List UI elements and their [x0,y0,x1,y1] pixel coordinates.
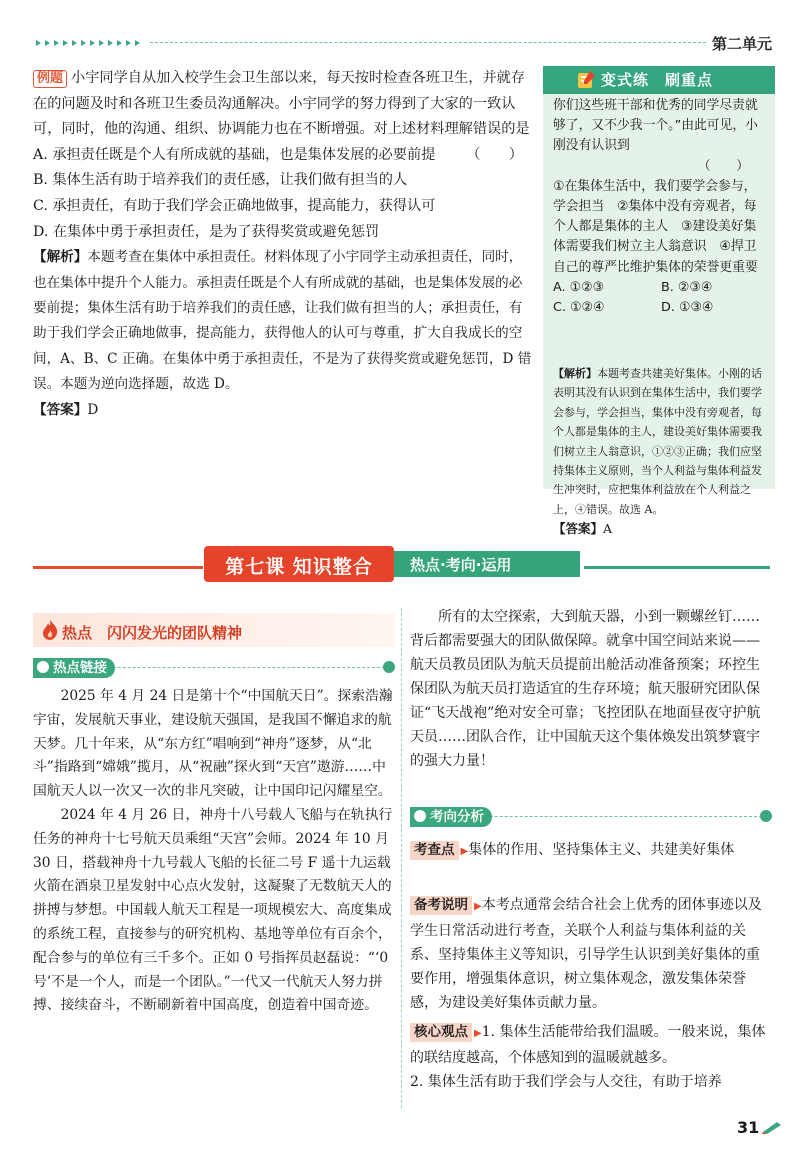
unit-title: 第二单元 [712,35,773,53]
hotspot-paragraph-1: 2025 年 4 月 24 日是第十个“中国航天日”。探索浩瀚宇宙，发展航天事业，建设航天强国，是我国不懈追求的航天梦。几十年来，从“东方红”唱响到“神舟”逐梦，从“北斗”指路到“嫦娥”揽月，从“祝融”探火到“天宫”遨游……中国航天人以一次又一次的非凡突破，让中国印记闪耀星空。 [33,688,393,800]
lesson-banner: 第七课 知识整合 [204,546,394,582]
header-dots [36,38,146,48]
option-c: C. 承担责任，有助于我们学会正确地做事，提高能力，获得认可 [33,197,436,214]
kaocha-block: 考查点 ▶集体的作用、坚持集体主义、共建美好集体 [410,838,772,864]
header-line [150,42,706,44]
page-number: 31 [737,1118,783,1137]
link-icon [37,661,49,673]
beikao-label: 备考说明 [410,896,472,915]
example-answer: 【答案】D [33,401,99,418]
triangle-icon: ▶ [474,901,482,912]
example-stem: 例题 小宇同学自从加入校学生会卫生部以来，每天按时检查各班卫生，并就存在的问题及时和各班卫生委员沟通解决。小宇同学的努力得到了大家的一致认可，同时，他的沟通、组织、协调能力也在不断增强。对上述材料理解错误的是 （ ） [33,66,533,143]
variant-option-c: C. ①②④ [553,300,605,316]
hotspot-left-column [33,685,395,1018]
bar-end-icon [760,810,772,822]
variant-practice-title: 变式练 刷重点 [601,71,714,89]
hotspot-paragraph-3: 所有的太空探索，大到航天器，小到一颗螺丝钉……背后都需要强大的团队做保障。就拿中国空间站来说——航天员教员团队为航天员提前出舱活动准备预案；环控生保团队为航天员打造适宜的生存环境；航天服研究团队保证“飞天战袍”绝对安全可靠；飞控团队在地面昼夜守护航天员……团队合作，让中国航天这个集体焕发出筑梦寰宇的强大力量！ [410,609,761,769]
variant-option-b: B. ②③④ [661,279,713,295]
variant-statements: ①在集体生活中，我们要学会参与，学会担当 ②集体中没有旁观者，每个人都是集体的主人 ③建设美好集体需要我们树立主人翁意识 ④捍卫自己的尊严比维护集体的荣誉更重要 [553,178,758,275]
bar-end-icon [383,661,395,673]
variant-option-d: D. ①③④ [661,300,714,316]
variant-practice-header [543,66,775,94]
beikao-block: 备考说明 ▶本考点通常会结合社会上优秀的团体事迹以及学生日常活动进行考查，关联个人利益与集体利益的关系、坚持集体主义等知识，引导学生认识到美好集体的重要作用，增强集体意识，树立集体观念，激发集体荣誉感，为建设美好集体贡献力量。 [410,897,762,1011]
flame-icon [40,619,60,641]
kaocha-label: 考查点 [410,841,459,860]
option-d: D. 在集体中勇于承担责任，是为了获得奖赏或避免惩罚 [33,223,380,240]
triangle-icon: ▶ [474,1028,482,1039]
compass-icon [414,810,426,822]
variant-practice-box [543,66,775,537]
variant-question: 你们这些班干部和优秀的同学尽责就够了，又不少我一个。”由此可见，小刚没有认识到 （ ） ①在集体生活中，我们要学会参与，学会担当 ②集体中没有旁观者，每个人都是集体的主人 ③建设美好集体需要我们树立主人翁意识 ④捍卫自己的尊严比维护集体的荣誉更重要 A. ①②③ B. ②③④ C. ①②④ D. ①③④ [553,96,769,318]
option-b: B. 集体生活有助于培养我们的责任感，让我们做有担当的人 [33,172,408,189]
pen-icon [761,1120,783,1134]
banner-line-right [584,566,770,569]
lesson-sub-banner: 热点·考向·运用 [394,551,580,577]
hotspot-link-tag: 热点链接 [33,658,115,678]
example-analysis: 【解析】本题考查在集体中承担责任。材料体现了小宇同学主动承担责任，同时，也在集体中提升个人能力。承担责任既是个人有所成就的基础，也是集体发展的必要前提；集体生活有助于培养我们的责任感，让我们做有担当的人；承担责任，有助于我们学会正确地做事，提高能力，获得他人的认可与尊重，扩大自我成长的空间，A、B、C 正确。在集体中勇于承担责任，不是为了获得奖赏或避免惩罚，D 错误。本题为逆向选择题，故选 D。 [33,249,532,393]
example-tag: 例题 [33,70,67,88]
variant-paren: （ ） [697,158,749,174]
analysis-tag: 考向分析 [410,807,492,827]
hotspot-paragraph-2: 2024 年 4 月 26 日，神舟十八号载人飞船与在轨执行任务的神舟十七号航天员乘组“天宫”会师。2024 年 10 月 30 日，搭载神舟十九号载人飞船的长征二号 F 遥十九运载火箭在酒泉卫星发射中心点火发射，这凝聚了无数航天人的拼搏与梦想。中国载人航天工程是一项规模宏大、高度集成的系统工程，直接参与的研究机构、基地等单位有百余个，配合参与的单位有三千多个。正如 0 号指挥员赵磊说：“‘0 号’不是一个人，而是一个团队。”一代又一代航天人努力拼搏、接续奋斗，不断刷新着中国高度，创造着中国奇迹。 [33,806,393,1014]
core-view-2: 2. 集体生活有助于我们学会与人交往，有助于培养 [410,1074,722,1090]
banner-line-left [33,566,203,569]
hotspot-title: 热点 闪闪发光的团队精神 [62,624,243,642]
analysis-bar [410,809,772,837]
hotspot-right-column [410,605,772,773]
example-question [33,66,533,423]
core-view-label: 核心观点 [410,1023,472,1042]
answer-paren: （ ） [466,146,523,163]
variant-analysis: 【解析】本题考查共建美好集体。小刚的话表明其没有认识到在集体生活中，我们要学会参与，学会担当，集体中没有旁观者，每个人都是集体的主人，建设美好集体需要我们树立主人翁意识，①②③正确；我们应坚持集体主义原则，当个人利益与集体利益发生冲突时，应把集体利益放在个人利益之上，④错误。故选 A。 【答案】A [553,364,769,539]
core-view-block: 核心观点 ▶1. 集体生活能带给我们温暖。一般来说，集体的联结度越高，个体感知到的温暖就越多。 2. 集体生活有助于我们学会与人交往，有助于培养 [410,1020,772,1094]
option-a: A. 承担责任既是个人有所成就的基础，也是集体发展的必要前提 [33,146,436,163]
column-divider [401,608,403,1108]
triangle-icon: ▶ [460,846,469,857]
variant-option-a: A. ①②③ [553,279,605,295]
variant-answer: 【答案】A [553,521,613,537]
pencil-icon [575,69,597,91]
